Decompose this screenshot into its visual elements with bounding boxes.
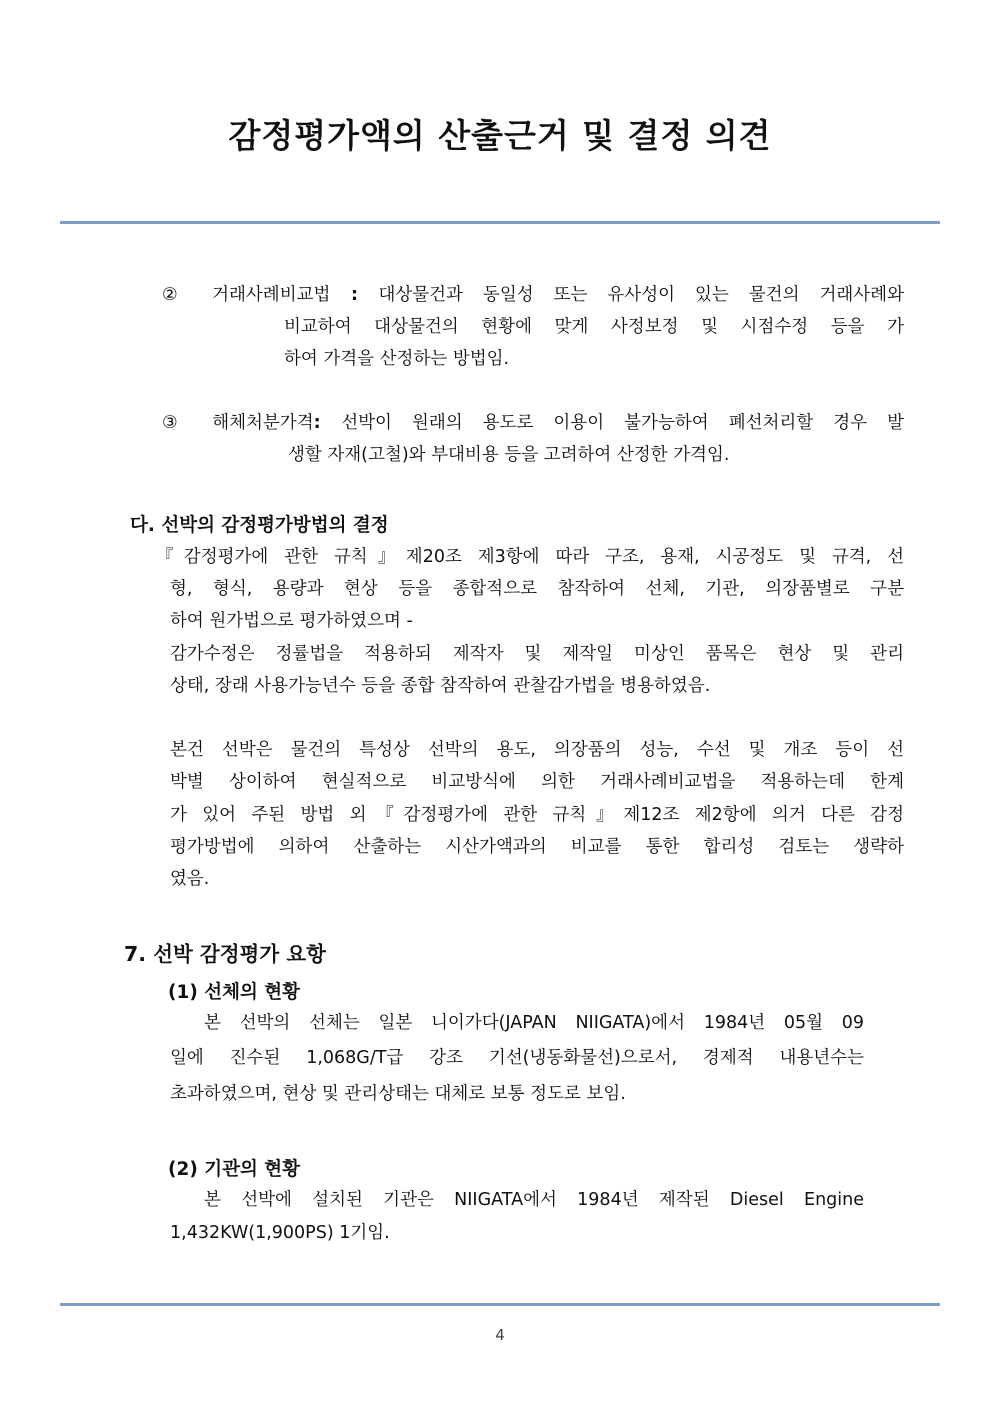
section-da-heading: 다. 선박의 감정평가방법의 결정 <box>130 515 389 536</box>
item-3-marker: ③ <box>162 413 193 433</box>
page-number: 4 <box>495 1326 505 1344</box>
section-da-para3-line4: 평가방법에 의하여 산출하는 시산가액과의 비교를 통한 합리성 검토는 생략하 <box>170 837 904 857</box>
item-3-line-2: 생할 자재(고철)와 부대비용 등을 고려하여 산정한 가격임. <box>288 445 730 465</box>
section-da-para3-line5: 였음. <box>170 869 210 889</box>
item-3-term: 해체처분가격 <box>212 413 314 433</box>
section-da-para3-line1: 본건 선박은 물건의 특성상 선박의 용도, 의장품의 성능, 수선 및 개조 등이 선 <box>170 740 904 760</box>
section-da-para2-line2: 상태, 장래 사용가능년수 등을 종합 참작하여 관찰감가법을 병용하였음. <box>170 676 711 696</box>
section-da-para1-line1: 『감정평가에 관한 규칙』제20조 제3항에 따라 구조, 용재, 시공정도 및 규격, 선 <box>156 547 904 567</box>
item-2-line-1 <box>162 280 904 312</box>
item-2-text: 대상물건과 동일성 또는 유사성이 있는 물건의 거래사례와 <box>378 285 904 305</box>
item-3-separator: : <box>313 413 342 433</box>
item-2-marker: ② <box>162 285 193 305</box>
item-2-separator: : <box>330 285 379 305</box>
engine-status-line1: 본 선박에 설치된 기관은 NIIGATA에서 1984년 제작된 Diesel Engine <box>204 1190 864 1210</box>
item-2-term: 거래사례비교법 <box>212 285 331 305</box>
header-divider <box>60 221 940 224</box>
hull-status-heading: (1) 선체의 현황 <box>168 982 301 1003</box>
hull-status-line2: 일에 진수된 1,068G/T급 강조 기선(냉동화물선)으로서, 경제적 내용년수는 <box>170 1048 864 1068</box>
item-3-text: 선박이 원래의 용도로 이용이 불가능하여 폐선처리할 경우 발 <box>341 413 904 433</box>
engine-status-line2: 1,432KW(1,900PS) 1기임. <box>170 1223 390 1243</box>
item-3-line-1 <box>162 408 904 440</box>
section-da-para1-line3: 하여 원가법으로 평가하였으며 - <box>170 611 413 631</box>
engine-status-heading: (2) 기관의 현황 <box>168 1159 301 1180</box>
hull-status-line1: 본 선박의 선체는 일본 니이가다(JAPAN NIIGATA)에서 1984년 05월 09 <box>204 1013 864 1033</box>
section-da-para3-line2: 박별 상이하여 현실적으로 비교방식에 의한 거래사례비교법을 적용하는데 한계 <box>170 772 904 792</box>
section-7-heading: 7. 선박 감정평가 요항 <box>124 942 326 966</box>
footer-divider <box>60 1303 940 1306</box>
section-da-para3-line3: 가 있어 주된 방법 외『감정평가에 관한 규칙』제12조 제2항에 의거 다른 감정 <box>170 805 904 825</box>
item-2-line-2: 비교하여 대상물건의 현황에 맞게 사정보정 및 시점수정 등을 가 <box>284 317 904 337</box>
item-2-line-3: 하여 가격을 산정하는 방법임. <box>284 349 510 369</box>
page-title: 감정평가액의 산출근거 및 결정 의견 <box>228 116 772 155</box>
hull-status-line3: 초과하였으며, 현상 및 관리상태는 대체로 보통 정도로 보임. <box>170 1084 626 1104</box>
section-da-para1-line2: 형, 형식, 용량과 현상 등을 종합적으로 참작하여 선체, 기관, 의장품별로 구분 <box>170 579 904 599</box>
section-da-para2-line1: 감가수정은 정률법을 적용하되 제작자 및 제작일 미상인 품목은 현상 및 관리 <box>170 644 904 664</box>
